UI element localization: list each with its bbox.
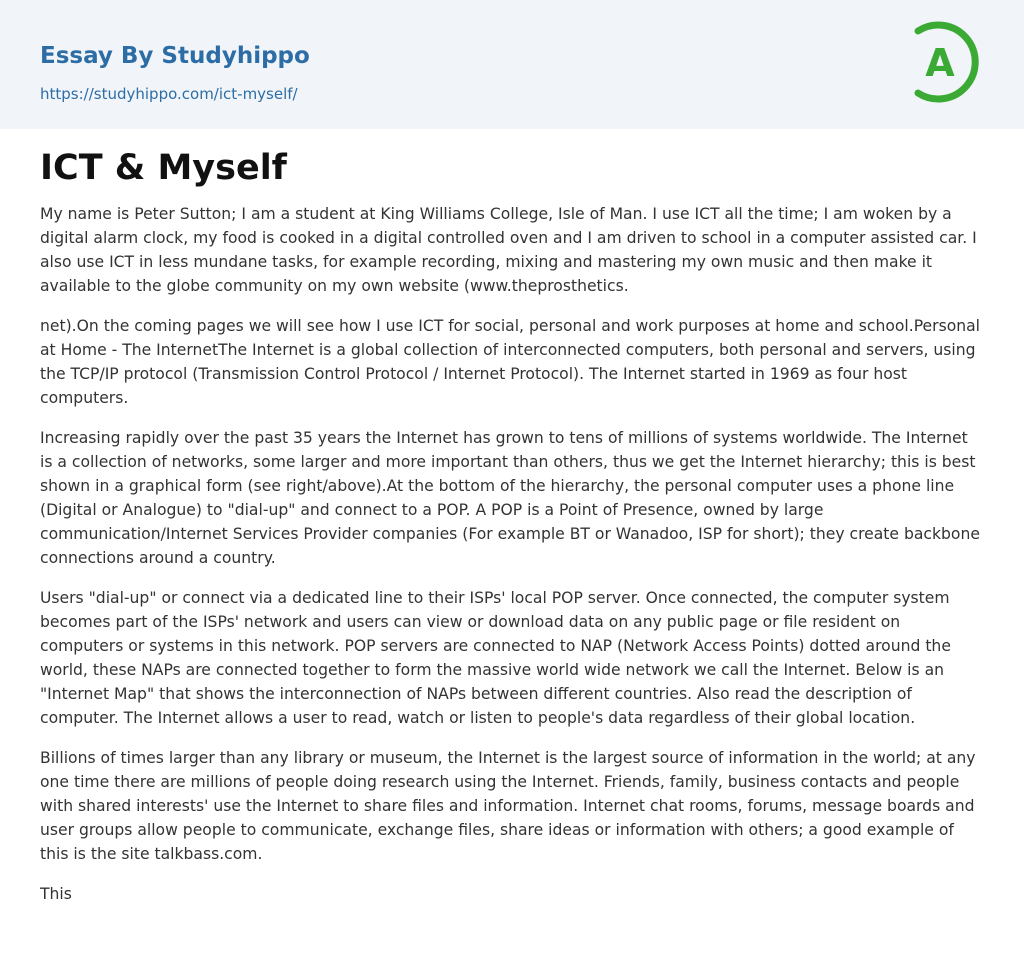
site-header: [0, 0, 1024, 129]
essay-paragraph: Users "dial-up" or connect via a dedicated line to their ISPs' local POP server. Once connected, the computer system becomes part of the ISPs' network and users can view or download data on any public page or file resident on computers or systems in this network. POP servers are connected to NAP (Network Access Points) dotted around the world, these NAPs are connected together to form the massive world wide network we call the Internet. Below is an "Internet Map" that shows the interconnection of NAPs between different countries. Also read the description of computer. The Internet allows a user to read, watch or listen to people's data regardless of their global location.: [40, 589, 951, 727]
studyhippo-logo-icon[interactable]: [912, 19, 986, 105]
essay-paragraph: My name is Peter Sutton; I am a student at King Williams College, Isle of Man. I use ICT all the time; I am woken by a digital alarm clock, my food is cooked in a digital controlled oven and I am driven to school in a computer assisted car. I also use ICT in less mundane tasks, for example recording, mixing and mastering my own music and then make it available to the globe community on my own website (www.theprosthetics.: [40, 205, 977, 295]
logo-letter: A: [925, 41, 955, 85]
essay-paragraph: Increasing rapidly over the past 35 years the Internet has grown to tens of millions of systems worldwide. The Internet is a collection of networks, some larger and more important than others, thus we get the Internet hierarchy; this is best shown in a graphical form (see right/above).At the bottom of the hierarchy, the personal computer uses a phone line (Digital or Analogue) to "dial-up" and connect to a POP. A POP is a Point of Presence, owned by large communication/Internet Services Provider companies (For example BT or Wanadoo, ISP for short); they create backbone connections around a country.: [40, 429, 980, 567]
essay-paragraph: This: [40, 885, 72, 903]
brand-title: Essay By Studyhippo: [40, 43, 310, 69]
source-url-link[interactable]: https://studyhippo.com/ict-myself/: [40, 85, 298, 103]
essay-paragraph: Billions of times larger than any library or museum, the Internet is the largest source of information in the world; at any one time there are millions of people doing research using the Internet. Friends, family, business contacts and people with shared interests' use the Internet to share files and information. Internet chat rooms, forums, message boards and user groups allow people to communicate, exchange files, share ideas or information with others; a good example of this is the site talkbass.com.: [40, 749, 976, 863]
essay-content: [40, 146, 984, 922]
essay-paragraph: net).On the coming pages we will see how I use ICT for social, personal and work purposes at home and school.Personal at Home - The InternetThe Internet is a global collection of interconnected computers, both personal and servers, using the TCP/IP protocol (Transmission Control Protocol / Internet Protocol). The Internet started in 1969 as four host computers.: [40, 317, 981, 407]
page-title: ICT & Myself: [40, 148, 287, 188]
